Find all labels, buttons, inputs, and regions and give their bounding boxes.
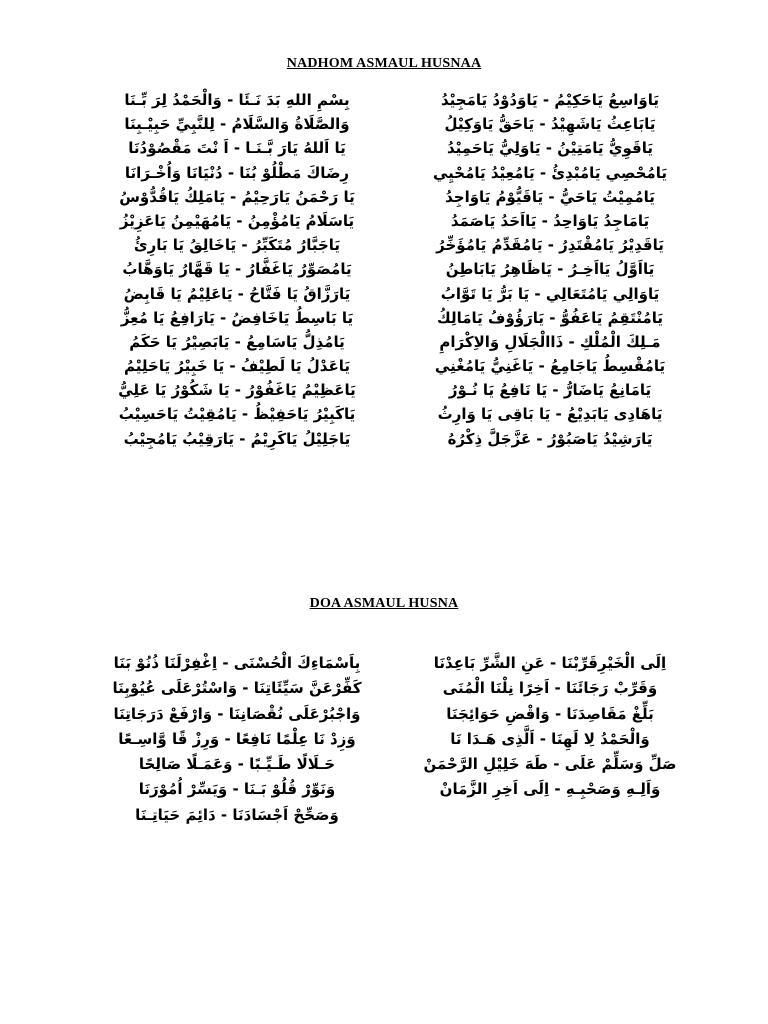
- nadhom-left-line: رِضَاكَ مَطْلُوْ بُنَا - دُنْيَانَا وَاُخْـرَانَا: [124, 163, 350, 182]
- doa-left-line: وَنَوِّرْ قُلُوْ بَـنَا - وَيَسِّرْ اُمُوْرَنَا: [138, 780, 336, 799]
- section-title-doa: DOA ASMAUL HUSNA: [309, 596, 459, 611]
- nadhom-left-line: يَاجَلِيْلُ يَاكَرِيْمُ - يَارَقِيْبُ يَامُجِيْبُ: [123, 429, 351, 448]
- doa-right-line: وَقَرِّبْ رَجَائَنَا - اَخِرًا نِلْنَا الْمُنَى: [442, 679, 658, 698]
- nadhom-left-line: بِسْمِ اللهِ بَدَ نَـئَا - وَالْحَمْدُ لِرَ بِّـنَا: [124, 91, 350, 109]
- nadhom-left-line: يَاسَلَامُ يَامُؤْمِنُ - يَامُهَيْمِنُ يَاعَزِيْزُ: [119, 211, 355, 230]
- nadhom-right-line: يَاقَدِيْرُ يَامُقْتَدِرُ - يَامُقَدِّمُ يَامُؤَخِّرُ: [436, 236, 664, 255]
- doa-left-line: كَفِّرْعَنَّ سَيِّئَاتِنَا - وَاسْتُرْعَلَى عُيُوْبِنَا: [112, 679, 362, 698]
- nadhom-right-line: يَامُقْسِطُ يَاجَامِعُ - يَاغَنِيُّ يَامُغْنِي: [434, 357, 666, 376]
- doa-left-line: حَـلَالًا طَـيِّـبًا - وَعَمَـلًا صَالِحًا: [138, 755, 336, 774]
- doa-right-column: [420, 651, 680, 803]
- section-title-nadhom: NADHOM ASMAUL HUSNAA: [286, 56, 482, 71]
- nadhom-right-line: يَارَشِيْدُ يَاصَبُوْرُ - عَزَّجَلَّ ذِكْرُهُ: [447, 429, 653, 448]
- nadhom-right-line: يَاوَاسِعُ يَاحَكِيْمُ - يَاوَدُوْدُ يَامَجِيْدُ: [441, 91, 659, 109]
- nadhom-right-line: يَامُحْصِي يَامُبْدِئُ - يَامُعِيْدُ يَامُحْيِي: [433, 163, 667, 182]
- doa-right-line: اِلَى الْخَيْرِقَرِّبْنَا - عَنِ الشَّرِّ بَاعِدْنَا: [433, 654, 667, 672]
- nadhom-left-line: وَالصَّلَاةُ وَالسَّلَامُ - لِلنَّبِيِّ حَبِيْـبِنَا: [124, 115, 350, 134]
- nadhom-left-line: يَاعَدْلُ يَا لَطِيْفُ - يَا خَبِيْرُ يَاحَلِيْمُ: [124, 357, 350, 376]
- doa-right-line: صَلِّ وَسَلِّمْ عَلَى - طَهَ خَلِيْلِ الرَّحْمَنْ: [423, 755, 677, 774]
- nadhom-right-line: يَابَاعِثُ يَاشَهِيْدُ - يَاحَقُّ يَاوَكِيْلُ: [444, 115, 656, 134]
- nadhom-left-line: يَاجَبَّارُ مُتَكَبِّرُ - يَاخَالِقُ يَا بَارِئُ: [133, 236, 341, 255]
- nadhom-left-line: يَارَزَّاقُ يَا فَتَّاحُ - يَاعَلِيْمُ يَا قَابِضُ: [123, 284, 351, 303]
- nadhom-right-line: يَاوَالِي يَامُتَعَالِي - يَا بَرُّ يَا تَوَّابُ: [440, 284, 660, 303]
- nadhom-right-line: يَااَوَّلُ يَااَخِـرُ - يَاظَاهِرُ يَابَاطِنُ: [445, 260, 655, 279]
- doa-left-line: بِاَسْمَاءِكَ الْحُسْنَى - اِغْفِرْلَنَا ذُنُوْ بَنَا: [113, 654, 361, 672]
- nadhom-right-column: [420, 88, 680, 451]
- doa-left-line: وَصَحِّحْ اَجْسَادَنَا - دَائِمَ حَيَاتِـنَا: [135, 805, 339, 824]
- nadhom-right-line: يَاهَادِى يَابَدِيْعُ - يَا بَاقِى يَا وَارِثُ: [437, 405, 663, 424]
- nadhom-left-line: يَا رَحْمَنُ يَارَحِيْمُ - يَامَلِكُ يَاقُدُّوْسُ: [119, 187, 355, 206]
- doa-right-line: بَلِّغْ مَقَاصِدَنَا - وَاقْضِ حَوَائِجَنَا: [446, 704, 654, 723]
- nadhom-right-line: مَـلِكَ الْمُلْكِ - ذَاالْجَلَالِ وَالاِكْرَامِ: [439, 332, 661, 351]
- doa-right-line: وَاَلِـهِ وَصَحْبِـهِ - اِلَى اَخِرِ الزَّمَانْ: [439, 780, 661, 799]
- nadhom-right-line: يَاقَوِيُّ يَامَتِيْنُ - يَاوَلِيُّ يَاحَمِيْدُ: [447, 139, 653, 158]
- nadhom-right-line: يَامَاجِدُ يَاوَاحِدُ - يَااَحَدُ يَاصَمَدُ: [450, 211, 650, 230]
- doa-left-line: وَزِدْ نَا عِلْمًا نَافِعًا - وَرِزْ قًا وَّاسِـعًا: [118, 729, 356, 748]
- doa-left-line: وَاجْبُرْعَلَى نُقْصَانِنَا - وَارْفَعْ دَرَجَاتِنَا: [113, 704, 361, 723]
- nadhom-left-line: يَاكَبِيْرُ يَاحَفِيْظُ - يَامُقِيْتُ يَاحَسِيْبُ: [118, 405, 356, 424]
- nadhom-right-line: يَامُمِيْتُ يَاحَيُّ - يَاقَيُّوْمُ يَاوَاجِدُ: [445, 187, 655, 206]
- nadhom-left-line: يَا اَللهُ يَارَ بَّـنَـا - اَ نْتَ مَقْصُوْدُنَا: [128, 139, 346, 158]
- nadhom-left-line: يَا بَاسِطُ يَاخَافِضُ - يَارَافِعُ يَا مُعِزُّ: [120, 308, 354, 327]
- doa-right-line: وَالْحَمْدُ لِا لَهِنَا - اَلَّذِى هَـدَا نَا: [450, 729, 650, 748]
- nadhom-right-line: يَامَانِعُ يَاضَارُّ - يَا نَافِعُ يَا نُـوْرُ: [448, 381, 652, 400]
- doa-left-column: [92, 651, 382, 828]
- nadhom-left-column: [92, 88, 382, 451]
- nadhom-left-line: يَامُذِلُّ يَاسَامِعُ - يَابَصِيْرُ يَا حَكَمُ: [129, 332, 345, 351]
- nadhom-left-line: يَاعَظِيْمُ يَاغَفُوْرُ - يَا شَكُوْرُ يَا عَلِيُّ: [118, 381, 356, 400]
- nadhom-left-line: يَامُصَوِّرُ يَاغَفَّارُ - يَا قَهَّارُ يَاوَهَّابُ: [122, 260, 352, 279]
- nadhom-right-line: يَامُنْتَقِمُ يَاعَفُوُّ - يَارَؤُوْفُ يَامَالِكُ: [437, 308, 663, 327]
